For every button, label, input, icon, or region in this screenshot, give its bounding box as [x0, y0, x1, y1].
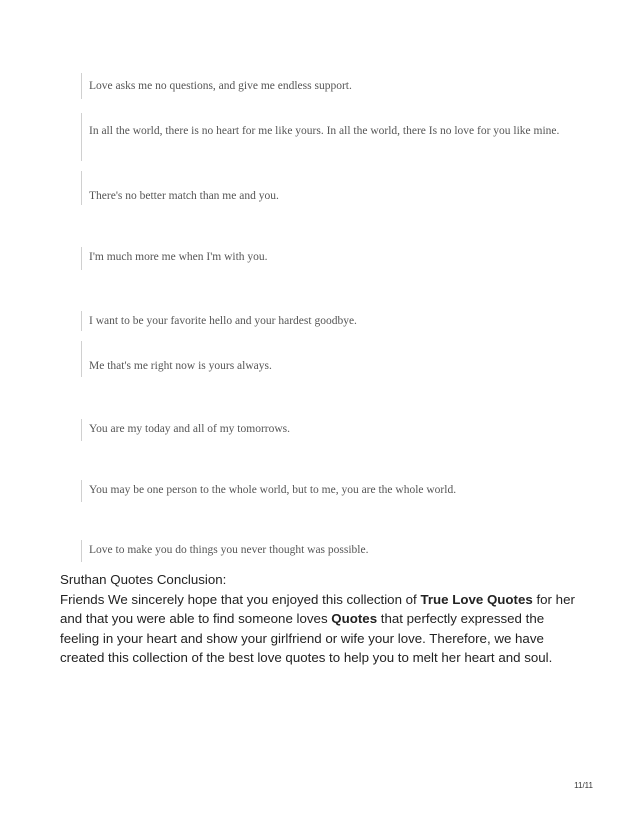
- quote-block: [81, 419, 561, 441]
- quote-text: Love to make you do things you never thought was possible.: [89, 544, 369, 556]
- quote-text: There's no better match than me and you.: [89, 190, 279, 202]
- conclusion-text-part: Friends We sincerely hope that you enjoyed this collection of: [60, 591, 421, 607]
- quote-block: [81, 480, 561, 502]
- quote-block: [81, 540, 561, 562]
- quote-block: [81, 311, 561, 331]
- quote-text: You may be one person to the whole world, but to me, you are the whole world.: [89, 484, 457, 496]
- quote-text: I want to be your favorite hello and your hardest goodbye.: [89, 315, 357, 327]
- quote-text: In all the world, there is no heart for me like yours. In all the world, there Is no love for you like mine.: [89, 125, 560, 137]
- conclusion-section: [60, 570, 580, 668]
- quote-block: [81, 341, 561, 377]
- quote-block: [81, 73, 561, 99]
- quote-block: [81, 113, 561, 161]
- quote-block: [81, 171, 561, 205]
- quote-text: Love asks me no questions, and give me endless support.: [89, 80, 352, 92]
- conclusion-heading: Sruthan Quotes Conclusion:: [60, 572, 227, 587]
- conclusion-text: [60, 592, 575, 666]
- page-number: 11/11: [574, 781, 593, 790]
- conclusion-text-part: for her and that you were able to find someone loves: [60, 591, 575, 626]
- true-love-quotes-keyword: True Love Quotes: [420, 591, 533, 607]
- quotes-keyword: Quotes: [331, 611, 378, 626]
- quote-text: I'm much more me when I'm with you.: [89, 251, 268, 263]
- quote-text: Me that's me right now is yours always.: [89, 360, 272, 372]
- conclusion-text-part: that perfectly expressed the feeling in your heart and show your girlfriend or wife your love. Therefore, we have created this collection of the best love quotes to help you to melt her heart and soul.: [60, 611, 553, 665]
- quote-text: You are my today and all of my tomorrows.: [89, 423, 291, 435]
- quote-block: [81, 247, 561, 270]
